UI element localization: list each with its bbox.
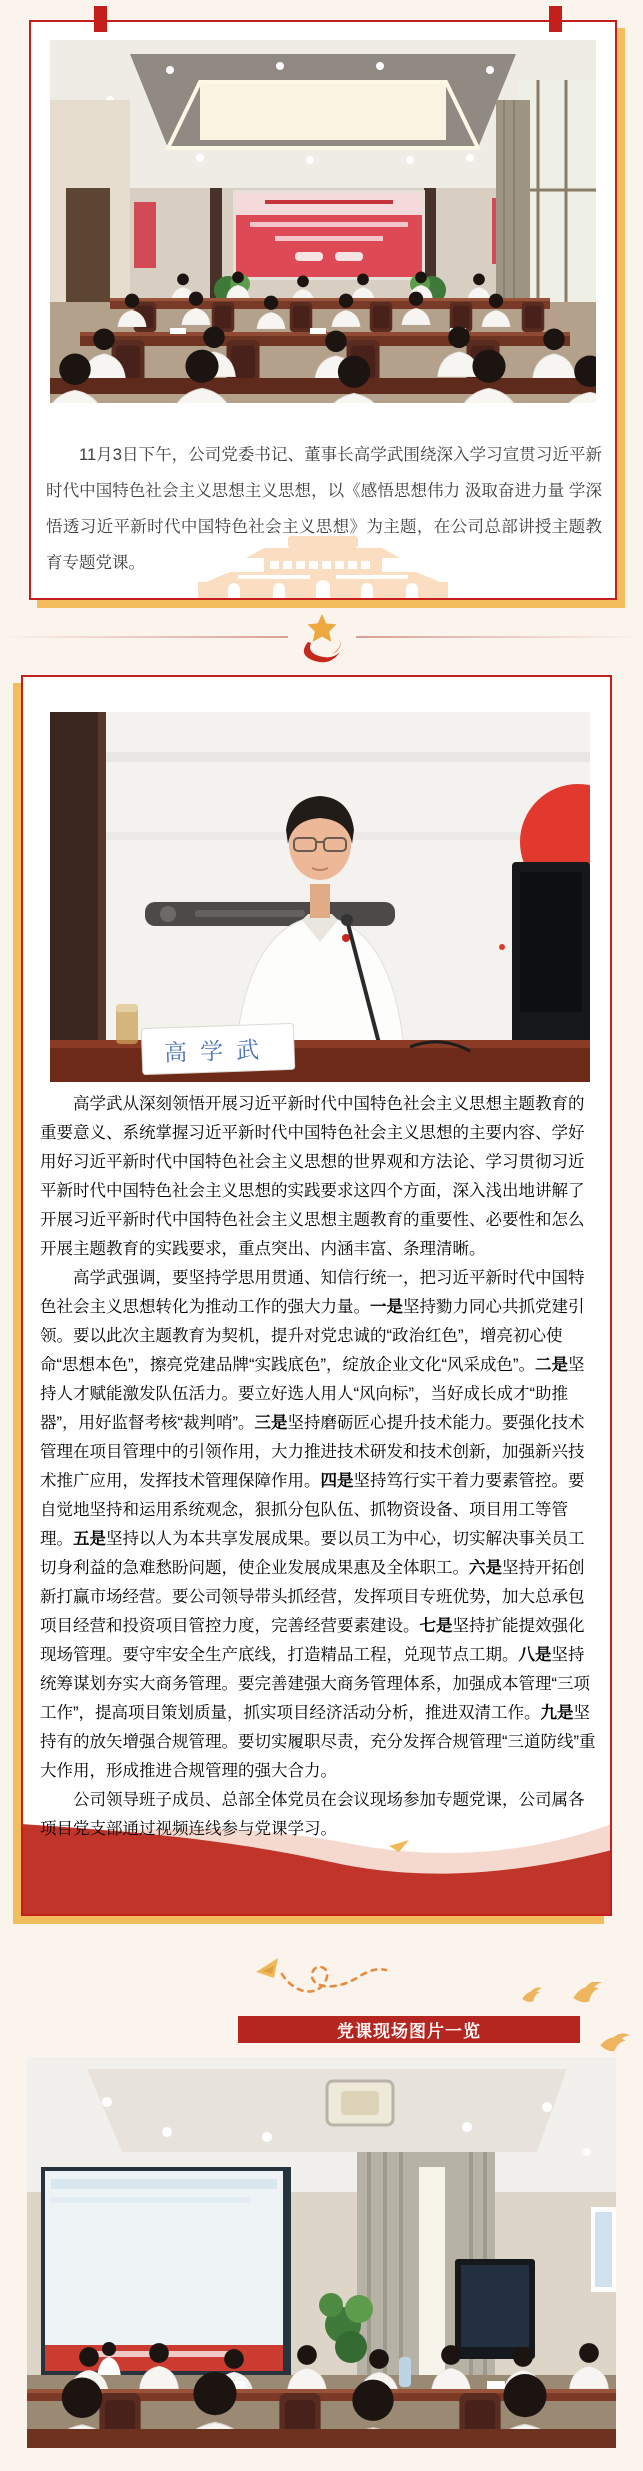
red-pin-icon-left [94, 6, 107, 32]
article-card-second [21, 675, 612, 1916]
conference-photo[interactable] [50, 40, 596, 403]
plane-doodle-icon [248, 1950, 398, 2005]
closing-paragraph: 公司领导班子成员、总部全体党员在会议现场参加专题党课，公司属各项目党支部通过视频连线参与党课学习。 [40, 1791, 585, 1838]
divider-line-left [0, 636, 288, 638]
overview-paragraph: 高学武从深刻领悟开展习近平新时代中国特色社会主义思想主题教育的重要意义、系统掌握习近平新时代中国特色社会主义思想的主要内容、学好用好习近平新时代中国特色社会主义思想的世界观和方法论、学习贯彻习近平新时代中国特色社会主义思想的实践要求这四个方面，深入浅出地讲解了开展习近平新时代中国特色社会主义思想主题教育的重要性、必要性和怎么开展主题教育的实践要求，重点突出、内涵丰富、条理清晰。 [40, 1095, 585, 1258]
speaker-photo[interactable] [50, 712, 590, 1082]
article-card-first [29, 20, 617, 600]
ribbon-star-icon [296, 608, 348, 664]
intro-paragraph: 11月3日下午，公司党委书记、董事长高学武围绕深入学习宣贯习近平新时代中国特色社会主义思想主义思想，以《感悟思想伟力 汲取奋进力量 学深悟透习近平新时代中国特色社会主义思想》为主题，在公司总部讲授主题教育专题党课。 [46, 445, 602, 572]
speaker-nameplate: 高学武 [163, 1036, 273, 1066]
banner-label: 党课现场图片一览 [337, 2022, 481, 2041]
speech-points-paragraph: 高学武强调，要坚持学思用贯通、知信行统一，把习近平新时代中国特色社会主义思想转化为推动工作的强大力量。一是坚持勠力同心共抓党建引领。要以此次主题教育为契机，提升对党忠诚的“政治红色”，增亮初心使命“思想本色”，擦亮党建品牌“实践底色”，绽放企业文化“风采成色”。二是坚持人才赋能激发队伍活力。要立好选人用人“风向标”，当好成长成才“助推器”，用好监督考核“裁判哨”。三是坚持磨砺匠心提升技术能力。要强化技术管理在项目管理中的引领作用，大力推进技术研发和技术创新，加强新兴技术推广应用，发挥技术管理保障作用。四是坚持笃行实干着力要素管控。要自觉地坚持和运用系统观念，狠抓分包队伍、抓物资设备、项目用工等管理。五是坚持以人为本共享发展成果。要以员工为中心，切实解决事关员工切身利益的急难愁盼问题，使企业发展成果惠及全体职工。六是坚持开拓创新打赢市场经营。要公司领导带头抓经营，发挥项目专班优势，加大总承包项目经营和投资项目管控力度，完善经营要素建设。七是坚持扩能提效强化现场管理。要守牢安全生产底线，打造精品工程，兑现节点工期。八是坚持统筹谋划夯实大商务管理。要完善建强大商务管理体系，加强成本管理“三项工作”，提高项目策划质量，抓实项目经济活动分析，推进双清工作。九是坚持有的放矢增强合规管理。要切实履职尽责，充分发挥合规管理“三道防线”重大作用，形成推进合规管理的强大合力。 [40, 1269, 596, 1780]
article-body [40, 1090, 596, 1844]
red-pin-icon-right [549, 6, 562, 32]
venue-photo[interactable] [27, 2057, 616, 2448]
divider-line-right [356, 636, 643, 638]
section-banner [238, 2016, 580, 2043]
